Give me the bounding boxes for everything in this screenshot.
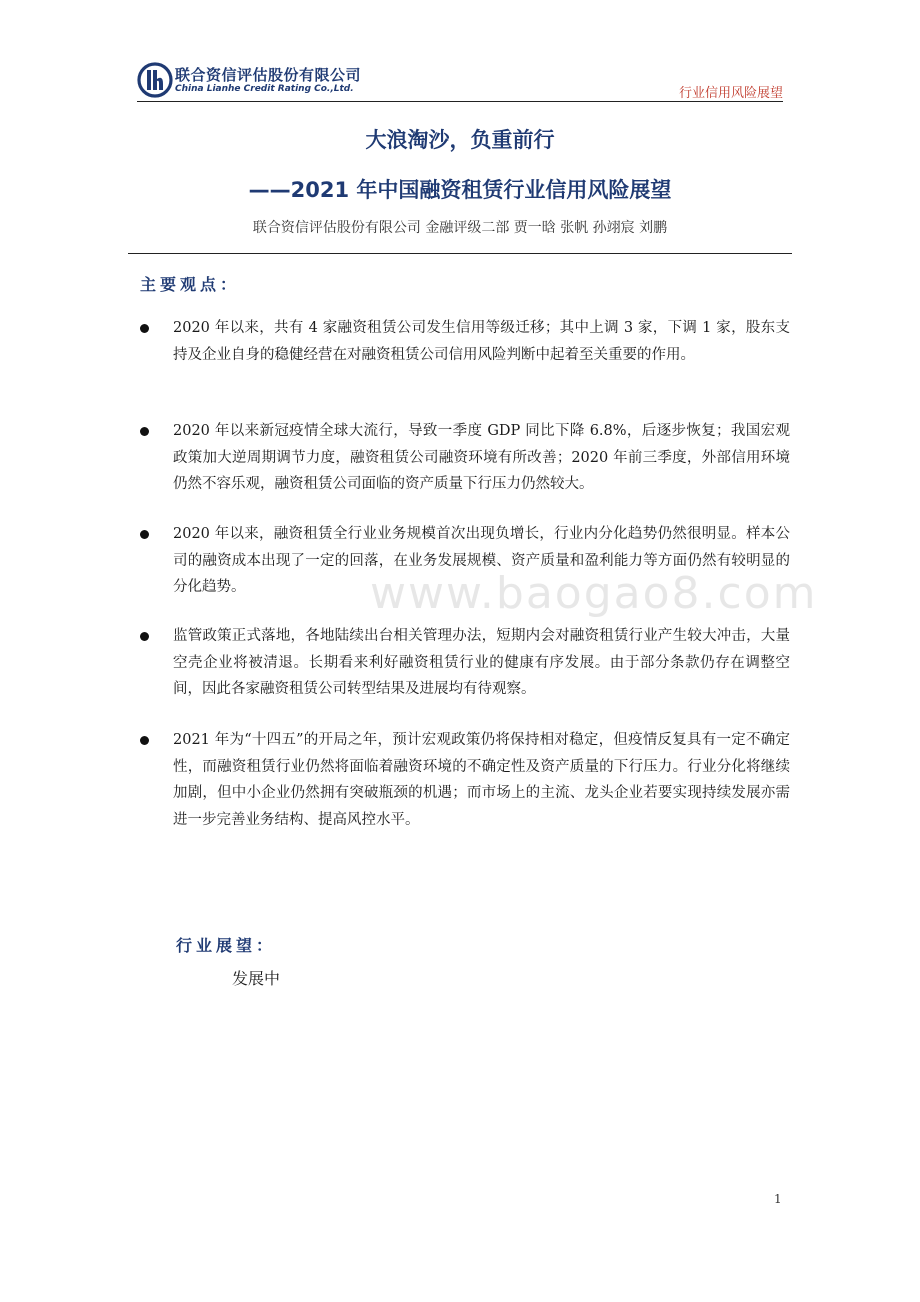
header-divider (137, 101, 783, 102)
bullet-icon (140, 530, 149, 539)
company-name-cn: 联合资信评估股份有限公司 (175, 66, 362, 84)
industry-outlook-value: 发展中 (232, 969, 281, 988)
bullet-icon (140, 324, 149, 333)
watermark: www.baogao8.com (370, 568, 818, 619)
bullet-text: 2020 年以来，共有 4 家融资租赁公司发生信用等级迁移；其中上调 3 家，下调 1 家，股东支持及企业自身的稳健经营在对融资租赁公司信用风险判断中起着至关重要的作用。 (173, 320, 790, 363)
bullet-text: 2020 年以来，融资租赁全行业业务规模首次出现负增长，行业内分化趋势仍然很明显。样本公司的融资成本出现了一定的回落，在业务发展规模、资产质量和盈利能力等方面仍然有较明显的分化趋势。 (173, 526, 790, 595)
industry-outlook-heading: 行业展望： (176, 936, 277, 955)
report-authors: 联合资信评估股份有限公司 金融评级二部 贾一晗 张帆 孙翊宸 刘鹏 (252, 220, 668, 236)
report-category-tag: 行业信用风险展望 (678, 86, 783, 101)
bullet-text: 2020 年以来新冠疫情全球大流行，导致一季度 GDP 同比下降 6.8%，后逐步恢复；我国宏观政策加大逆周期调节力度，融资租赁公司融资环境有所改善；2020 年前三季度，外部信用环境仍然不容乐观，融资租赁公司面临的资产质量下行压力仍然较大。 (173, 423, 790, 492)
main-points-heading: 主要观点： (140, 275, 241, 294)
company-logo-icon (137, 62, 173, 98)
bullet-icon (140, 427, 149, 436)
report-subtitle: ——2021 年中国融资租赁行业信用风险展望 (248, 178, 672, 202)
title-divider (128, 253, 792, 254)
bullet-icon (140, 736, 149, 745)
bullet-text: 监管政策正式落地，各地陆续出台相关管理办法，短期内会对融资租赁行业产生较大冲击，大量空壳企业将被清退。长期看来利好融资租赁行业的健康有序发展。由于部分条款仍存在调整空间，因此各家融资租赁公司转型结果及进展均有待观察。 (173, 628, 790, 697)
company-name-en: China Lianhe Credit Rating Co.,Ltd. (175, 84, 354, 94)
report-title: 大浪淘沙，负重前行 (365, 128, 555, 152)
bullet-icon (140, 632, 149, 641)
page-number: 1 (774, 1192, 782, 1206)
page-header (137, 62, 783, 102)
bullet-text: 2021 年为“十四五”的开局之年，预计宏观政策仍将保持相对稳定，但疫情反复具有一定不确定性，而融资租赁行业仍然将面临着融资环境的不确定性及资产质量的下行压力。行业分化将继续加剧，但中小企业仍然拥有突破瓶颈的机遇；而市场上的主流、龙头企业若要实现持续发展亦需进一步完善业务结构、提高风控水平。 (173, 732, 790, 828)
